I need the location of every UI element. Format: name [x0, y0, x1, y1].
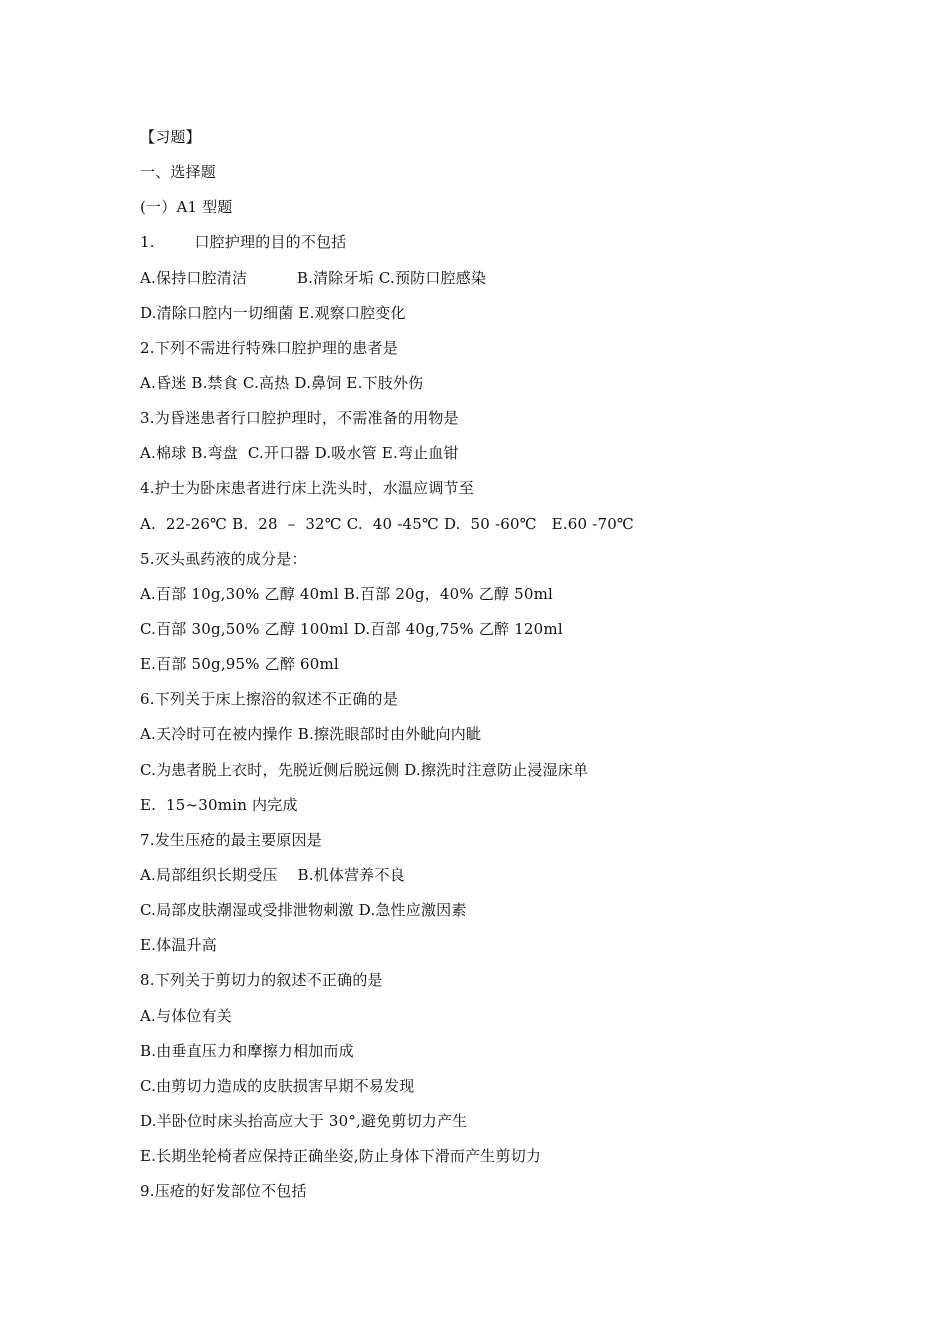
question-5-options-c: C.百部 30g,50% 乙醇 100ml D.百部 40g,75% 乙醉 120ml [140, 619, 563, 638]
question-3: 3.为昏迷患者行口腔护理时，不需准备的用物是 [140, 409, 459, 428]
question-2-options: A.昏迷 B.禁食 C.高热 D.鼻饲 E.下肢外伤 [140, 373, 424, 392]
question-2: 2.下列不需进行特殊口腔护理的患者是 [140, 338, 398, 357]
question-4: 4.护士为卧床患者进行床上洗头时，水温应调节至 [140, 479, 474, 498]
question-7-options-a: A.局部组织长期受压 B.机体营养不良 [140, 865, 405, 884]
question-8-option-b: B.由垂直压力和摩擦力相加而成 [140, 1041, 354, 1060]
section-heading-exercises: 【习题】 [140, 128, 201, 146]
question-6-options-a: A.天冷时可在被内操作 B.擦洗眼部时由外眦向内眦 [140, 725, 482, 744]
question-7-options-e: E.体温升高 [140, 936, 217, 955]
question-8-option-c: C.由剪切力造成的皮肤损害早期不易发现 [140, 1076, 415, 1095]
subsection-heading-a1: (一）A1 型题 [140, 198, 233, 217]
question-4-options: A. 22-26℃ B. 28 – 32℃ C. 40 -45℃ D. 50 -60℃ E.60 -70℃ [140, 514, 634, 533]
question-1-options-b: D.清除口腔内一切细菌 E.观察口腔变化 [140, 303, 406, 322]
question-5-options-a: A.百部 10g,30% 乙醇 40ml B.百部 20g，40% 乙醇 50ml [140, 584, 554, 603]
question-5-options-e: E.百部 50g,95% 乙醉 60ml [140, 655, 339, 674]
question-7-options-c: C.局部皮肤潮湿或受排泄物刺激 D.急性应激因素 [140, 901, 467, 920]
question-8-option-e: E.长期坐轮椅者应保持正确坐姿,防止身体下滑而产生剪切力 [140, 1147, 542, 1166]
question-5: 5.灭头虱药液的成分是： [140, 549, 307, 568]
question-8-option-d: D.半卧位时床头抬高应大于 30°,避免剪切力产生 [140, 1111, 468, 1130]
question-1-options-a: A.保持口腔清洁 B.清除牙垢 C.预防口腔感染 [140, 268, 487, 287]
question-8-option-a: A.与体位有关 [140, 1006, 233, 1025]
question-1: 1. 口腔护理的目的不包括 [140, 233, 347, 252]
question-3-options: A.棉球 B.弯盘 C.开口器 D.吸水管 E.弯止血钳 [140, 444, 459, 463]
question-6-options-c: C.为患者脱上衣时，先脱近侧后脱远侧 D.擦洗时注意防止浸湿床单 [140, 760, 589, 779]
question-8: 8.下列关于剪切力的叙述不正确的是 [140, 971, 383, 990]
document-body [140, 124, 840, 1213]
section-heading-multiple-choice: 一、选择题 [140, 163, 217, 182]
question-6: 6.下列关于床上擦浴的叙述不正确的是 [140, 690, 398, 709]
question-6-options-e: E. 15~30min 内完成 [140, 795, 298, 814]
question-7: 7.发生压疮的最主要原因是 [140, 830, 322, 849]
question-9: 9.压疮的好发部位不包括 [140, 1182, 307, 1201]
